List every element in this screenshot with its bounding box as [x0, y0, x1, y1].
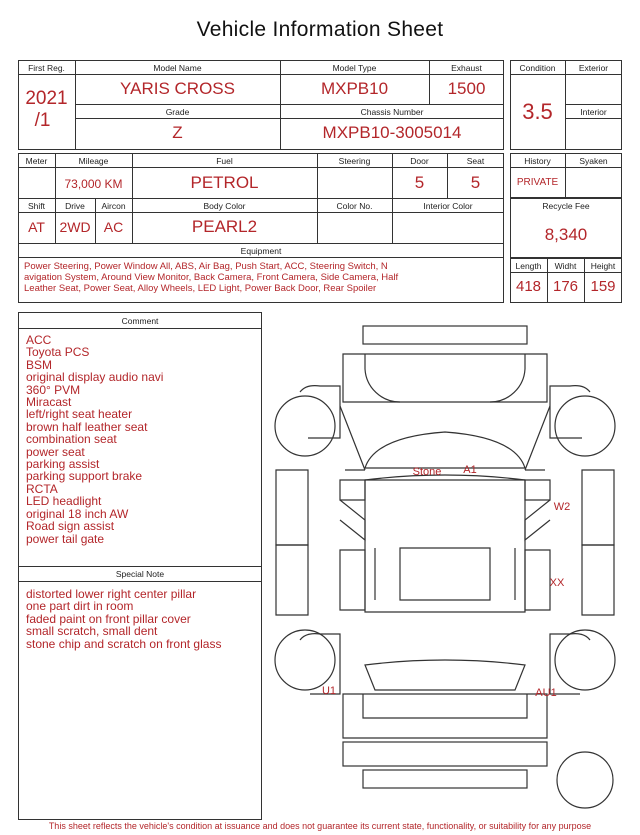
page-title: Vehicle Information Sheet [196, 18, 444, 41]
comment-item: left/right seat heater [26, 407, 133, 422]
mileage-label: Mileage [78, 156, 109, 166]
height-label: Height [590, 261, 616, 271]
syaken-label: Syaken [579, 156, 608, 166]
equipment-line: Power Steering, Power Window All, ABS, Air Bag, Push Start, ACC, Steering Switch, N [24, 261, 388, 272]
comment-item: 360° PVM [26, 382, 81, 397]
condition-label: Condition [519, 63, 556, 73]
first-reg-month: /1 [34, 110, 51, 131]
door-label: Door [410, 156, 429, 166]
door-count: 5 [414, 173, 425, 192]
comment-item: ACC [26, 333, 52, 347]
comment-item: Road sign assist [26, 519, 115, 534]
comment-item: LED headlight [26, 494, 102, 509]
interior-color-label: Interior Color [423, 201, 473, 211]
equipment-list [24, 261, 502, 294]
grade-label: Grade [165, 107, 190, 117]
comment-item: RCTA [26, 481, 58, 496]
grade: Z [172, 123, 183, 142]
special-note-item: small scratch, small dent [26, 624, 158, 639]
comment-label: Comment [121, 316, 159, 326]
equipment-label: Equipment [240, 246, 282, 256]
width-label: Widht [554, 261, 577, 271]
drive: 2WD [59, 219, 91, 235]
special-note-item: distorted lower right center pillar [26, 587, 197, 601]
model-type-label: Model Type [332, 63, 377, 73]
special-note-list [26, 588, 221, 650]
exhaust: 1500 [447, 79, 486, 98]
damage-mark-u1: U1 [321, 685, 337, 697]
model-name-label: Model Name [153, 63, 202, 73]
meter-label: Meter [25, 156, 48, 166]
chassis-label: Chassis Number [360, 107, 424, 117]
comment-item: Toyota PCS [26, 345, 90, 360]
damage-mark-a1: A1 [463, 464, 477, 476]
equipment-line: Leather Seat, Power Seat, Alloy Wheels, LED Light, Power Back Door, Rear Spoiler [24, 283, 377, 294]
fuel-label: Fuel [216, 156, 233, 166]
damage-mark-xx: XX [549, 577, 565, 589]
condition-score: 3.5 [522, 99, 553, 124]
length-label: Length [515, 261, 542, 271]
comment-item: BSM [26, 357, 53, 372]
comment-item: power tail gate [26, 531, 105, 546]
comment-item: original 18 inch AW [26, 506, 129, 521]
shift: AT [28, 219, 45, 235]
history: PRIVATE [516, 177, 559, 188]
special-note-label: Special Note [115, 569, 165, 579]
recycle-fee-label: Recycle Fee [542, 201, 590, 211]
model-name: YARIS CROSS [120, 79, 235, 98]
model-type: MXPB10 [320, 79, 389, 98]
aircon: AC [103, 219, 124, 235]
interior-label: Interior [580, 107, 607, 117]
comment-list [26, 334, 163, 545]
history-label: History [524, 156, 551, 166]
body-color: PEARL2 [191, 217, 258, 236]
drive-label: Drive [65, 201, 85, 211]
aircon-label: Aircon [101, 201, 126, 211]
comment-item: parking assist [26, 457, 100, 472]
comment-item: combination seat [26, 432, 117, 447]
exterior-label: Exterior [578, 63, 609, 73]
body-color-label: Body Color [203, 201, 246, 211]
first-reg-label: First Reg. [28, 63, 65, 73]
color-no-label: Color No. [336, 201, 373, 211]
first-reg-year: 2021 [25, 88, 68, 109]
special-note-item: one part dirt in room [26, 599, 134, 614]
mileage: 73,000 KM [64, 177, 123, 191]
chassis-number: MXPB10-3005014 [322, 123, 462, 142]
comment-item: brown half leather seat [26, 419, 148, 434]
special-note-item: faded paint on front pillar cover [26, 611, 191, 626]
seat-label: Seat [466, 156, 485, 166]
recycle-fee: 8,340 [544, 225, 588, 244]
height: 159 [590, 278, 616, 295]
car-damage-diagram [268, 318, 622, 818]
damage-mark-au1: AU1 [535, 687, 557, 699]
seat-count: 5 [470, 173, 481, 192]
damage-mark-stone: Stone [412, 466, 442, 478]
comment-item: original display audio navi [26, 370, 164, 385]
comment-item: parking support brake [26, 469, 143, 484]
disclaimer-footer: This sheet reflects the vehicle's condition at issuance and does not guarantee its current state, functionality, or suitability for any purpose [48, 821, 592, 831]
car-outline [275, 326, 615, 808]
equipment-line: avigation System, Around View Monitor, Back Camera, Front Camera, Side Camera, Half [24, 272, 399, 283]
fuel: PETROL [190, 173, 259, 192]
exhaust-label: Exhaust [451, 63, 482, 73]
damage-mark-w2: W2 [553, 501, 571, 513]
shift-label: Shift [27, 201, 45, 211]
comment-item: power seat [26, 444, 85, 459]
width: 176 [552, 278, 579, 295]
comment-item: Miracast [26, 395, 72, 410]
steering-label: Steering [338, 156, 371, 166]
length: 418 [515, 278, 542, 295]
special-note-item: stone chip and scratch on front glass [26, 636, 222, 651]
